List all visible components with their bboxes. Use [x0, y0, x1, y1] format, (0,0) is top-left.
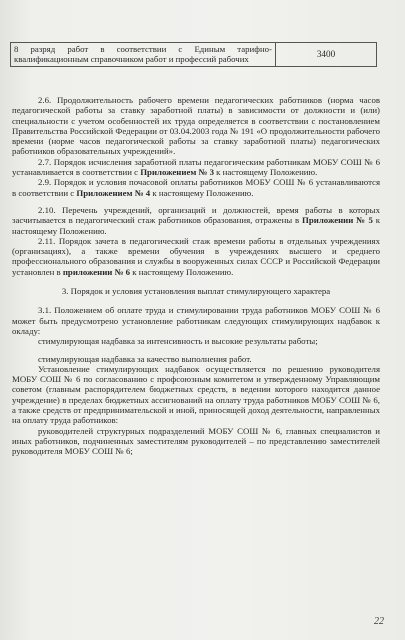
- table-row: [11, 43, 377, 67]
- paragraph-2-9-text: 2.9. Порядок и условия почасовой оплаты работников МОБУ СОШ № 6 устанавливаются в соответствии с: [12, 177, 380, 198]
- paragraph-2-11-tail: к настоящему Положению.: [130, 266, 234, 277]
- paragraph-2-10: [12, 205, 380, 236]
- salary-table: [10, 42, 377, 67]
- paragraph-2-7-tail: к настоящему Положению.: [213, 167, 318, 178]
- paragraph-2-11-text: 2.11. Порядок зачета в педагогический стаж времени работы в отдельных учреждениях (организациях), а также времени обучения в учреждениях высшего и среднего профессионального образования и службы в вооруженных силах СССР и Российской Федерации установлен в: [12, 235, 380, 277]
- appendix-6-reference: приложении № 6: [62, 266, 131, 277]
- table-cell-value: 3400: [276, 43, 377, 67]
- paragraph-structural-heads: руководителей структурных подразделений МОБУ СОШ № 6, главных специалистов и иных работников, подчиненных заместителям руководителей – по представлению заместителей руководителя МОБУ СОШ № 6;: [12, 425, 380, 457]
- paragraph-2-7-text: 2.7. Порядок исчисления заработной платы педагогическим работникам МОБУ СОШ № 6 устанавливается в соответствии с: [12, 156, 380, 178]
- document-body: [12, 95, 380, 457]
- paragraph-2-10-tail: к настоящему Положению.: [12, 215, 380, 236]
- paragraph-2-9: [12, 177, 380, 198]
- appendix-5-reference: Приложении № 5: [302, 215, 373, 226]
- paragraph-2-9-tail: к настоящему Положению.: [150, 187, 254, 198]
- paragraph-2-11: [12, 236, 380, 277]
- page-number: 22: [374, 616, 384, 627]
- appendix-4-reference: Приложением № 4: [76, 187, 151, 198]
- paragraph-2-7: [12, 157, 380, 178]
- table-cell-description: 8 разряд работ в соответствии с Единым тарифно-квалификационным справочником работ и профессий рабочих: [11, 43, 276, 67]
- section-3-heading: 3. Порядок и условия установления выплат стимулирующего характера: [61, 286, 331, 297]
- appendix-3-reference: Приложением № 3: [140, 167, 214, 178]
- list-item: стимулирующая надбавка за интенсивность и высокие результаты работы;: [38, 336, 318, 347]
- paragraph-3-1: 3.1. Положением об оплате труда и стимулировании труда работников МОБУ СОШ № 6 может быть предусмотрено установление работникам следующих стимулирующих надбавок к окладу:: [12, 305, 380, 336]
- paragraph-2-6: 2.6. Продолжительность рабочего времени педагогических работников (норма часов педагогической работы за ставку заработной платы) в зависимости от должности и (или) специальности с учетом особенностей их труда определяется в соответствии с постановлением Правительства Российской Федерации от 03.04.2003 года № 191 «О продолжительности рабочего времени (норме часов педагогической работы за ставку заработной платы) педагогических работников образовательных учреждений».: [12, 95, 380, 157]
- list-item: стимулирующая надбавка за качество выполнения работ.: [38, 353, 252, 364]
- paragraph-2-10-text: 2.10. Перечень учреждений, организаций и должностей, время работы в которых засчитывается в педагогический стаж работников образования, отражены в: [12, 204, 380, 226]
- paragraph-establishment: Установление стимулирующих надбавок осуществляется по решению руководителя МОБУ СОШ № 6 по согласованию с профсоюзным комитетом и утвержденному Управляющим советом (главным распорядителем бюджетных средств, в ведении которого находится данное учреждение) в пределах бюджетных ассигнований на оплату труда работников МОБУ СОШ № 6, а также средств от предпринимательской и иной, приносящей доход деятельности, направленных на оплату труда работников:: [12, 363, 380, 426]
